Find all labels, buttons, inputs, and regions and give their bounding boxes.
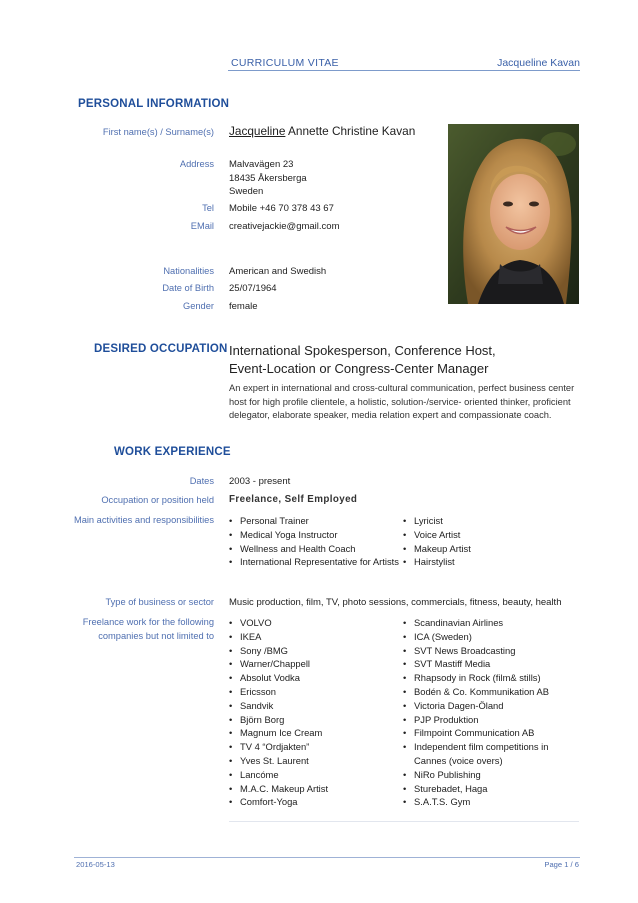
companies-label: Freelance work for the following companies but not limited to (82, 617, 214, 641)
list-item: • Lyricist (403, 514, 579, 528)
portrait-image (448, 124, 579, 304)
list-item: • S.A.T.S. Gym (403, 795, 579, 809)
business-value: Music production, film, TV, photo sessions, commercials, fitness, beauty, health (229, 597, 562, 608)
section-divider (229, 821, 579, 822)
business-label: Type of business or sector (105, 597, 214, 607)
list-item: • ICA (Sweden) (403, 630, 579, 644)
tel-label: Tel (202, 203, 214, 213)
nationalities-label: Nationalities (163, 266, 214, 276)
list-item: • Sandvik (229, 699, 401, 713)
dob-value: 25/07/1964 (229, 283, 277, 294)
header-name: Jacqueline Kavan (497, 57, 580, 69)
address-line: Malvavägen 23 (229, 159, 294, 170)
list-item: • IKEA (229, 630, 401, 644)
list-item: • Filmpoint Communication AB (403, 726, 579, 740)
list-item: • Lancóme (229, 768, 401, 782)
list-item: • Voice Artist (403, 528, 579, 542)
list-item: • Magnum Ice Cream (229, 726, 401, 740)
companies-list-2 (403, 616, 579, 809)
list-item: • PJP Produktion (403, 713, 579, 727)
tel-value: Mobile +46 70 378 43 67 (229, 203, 334, 214)
list-item: • TV 4 “Ordjakten” (229, 740, 401, 754)
list-item: • Hairstylist (403, 555, 579, 569)
list-item: • Victoria Dagen-Öland (403, 699, 579, 713)
list-item: • Scandinavian Airlines (403, 616, 579, 630)
section-title-occupation: DESIRED OCCUPATION (94, 343, 228, 355)
list-item: • M.A.C. Makeup Artist (229, 782, 401, 796)
list-item: • Wellness and Health Coach (229, 542, 401, 556)
list-item: • Makeup Artist (403, 542, 579, 556)
dates-label: Dates (189, 476, 214, 486)
position-value: Freelance, Self Employed (229, 494, 358, 505)
email-label: EMail (190, 221, 214, 231)
list-item: • Warner/Chappell (229, 657, 401, 671)
list-item: • Medical Yoga Instructor (229, 528, 401, 542)
first-name: Jacqueline (229, 124, 286, 138)
activities-list-1 (229, 514, 401, 569)
gender-value: female (229, 301, 258, 312)
position-label: Occupation or position held (101, 495, 214, 505)
nationalities-value: American and Swedish (229, 266, 327, 277)
list-item: • Björn Borg (229, 713, 401, 727)
header-divider (228, 70, 580, 71)
dob-label: Date of Birth (162, 283, 214, 293)
footer-divider (74, 857, 580, 858)
list-item: • International Representative for Artists (229, 555, 401, 569)
profile-photo (448, 124, 579, 304)
occupation-description: An expert in international and cross-cultural communication, perfect business center host for high profile clientele, a holistic, solution-/service- oriented thinker, proficient delegator, elaborate speaker, media relation expert and compassionate coach. (229, 383, 575, 421)
list-item: • SVT Mastiff Media (403, 657, 579, 671)
section-title-personal: PERSONAL INFORMATION (78, 98, 230, 110)
list-item: • Absolut Vodka (229, 671, 401, 685)
footer-page-number: Page 1 / 6 (544, 860, 579, 869)
list-item: • Ericsson (229, 685, 401, 699)
email-value[interactable]: creativejackie@gmail.com (229, 221, 340, 232)
list-item: • Sony /BMG (229, 644, 401, 658)
occupation-title (229, 342, 559, 378)
list-item: • Bodén & Co. Kommunikation AB (403, 685, 579, 699)
name-label: First name(s) / Surname(s) (102, 127, 214, 137)
list-item: • Independent film competitions in Cannes (voice overs) (403, 740, 579, 768)
full-name (229, 123, 415, 139)
activities-list-2 (403, 514, 579, 569)
dates-value: 2003 - present (229, 476, 291, 487)
section-title-work: WORK EXPERIENCE (114, 446, 231, 458)
header-title: CURRICULUM VITAE (231, 57, 339, 69)
gender-label: Gender (182, 301, 214, 311)
address-label: Address (179, 159, 214, 169)
occupation-title-line: International Spokesperson, Conference Host, (229, 343, 496, 358)
list-item: • VOLVO (229, 616, 401, 630)
footer-date: 2016-05-13 (76, 860, 115, 869)
list-item: • Personal Trainer (229, 514, 401, 528)
list-item: • SVT News Broadcasting (403, 644, 579, 658)
list-item: • Sturebadet, Haga (403, 782, 579, 796)
list-item: • Yves St. Laurent (229, 754, 401, 768)
list-item: • Rhapsody in Rock (film& stills) (403, 671, 579, 685)
activities-label: Main activities and responsibilities (73, 515, 214, 525)
occupation-title-line: Event-Location or Congress-Center Manager (229, 361, 489, 376)
list-item: • Comfort-Yoga (229, 795, 401, 809)
address-line: 18435 Åkersberga (229, 172, 307, 184)
address-line: Sweden (229, 186, 264, 197)
companies-list-1 (229, 616, 401, 809)
list-item: • NiRo Publishing (403, 768, 579, 782)
rest-name: Annette Christine Kavan (285, 124, 416, 138)
address (229, 158, 307, 199)
